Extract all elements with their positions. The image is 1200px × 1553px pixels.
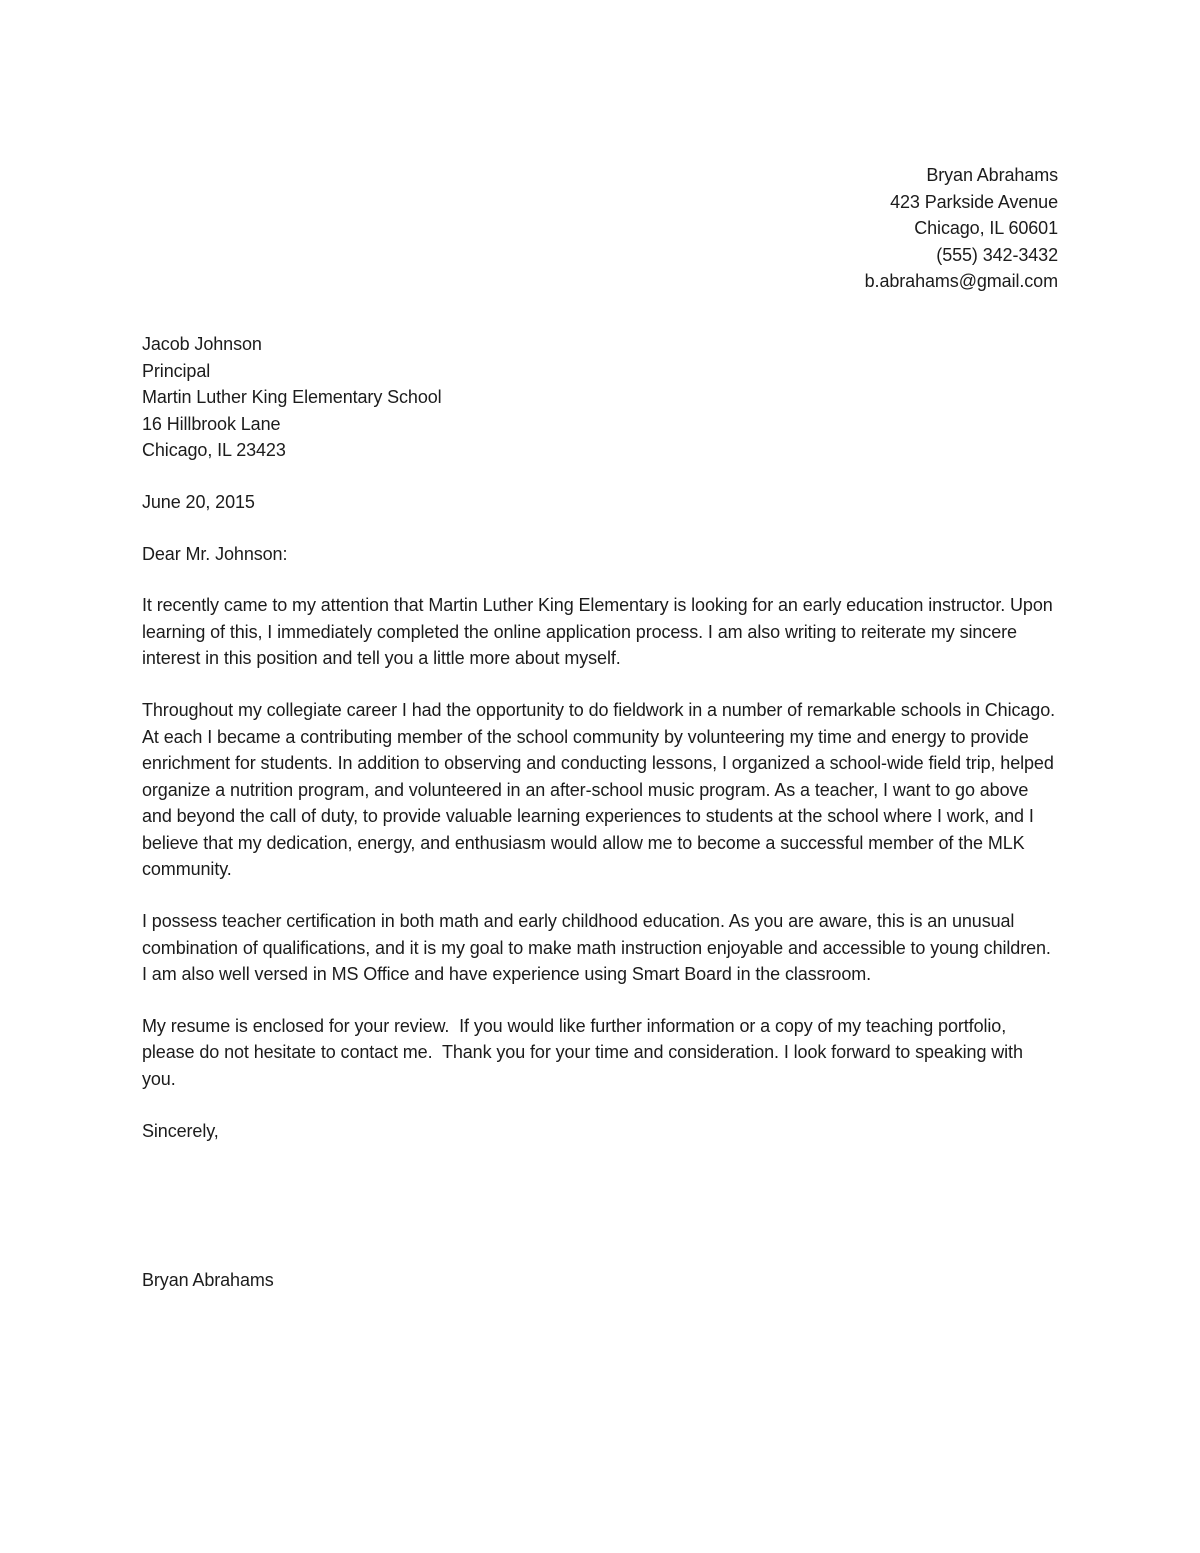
body-paragraph-3: I possess teacher certification in both math and early childhood education. As you are aware, this is an unusual combination of qualifications, and it is my goal to make math instruction enjoyable and accessible to young children. I am also well versed in MS Office and have experience using Smart Board in the classroom. — [142, 911, 1056, 985]
recipient-name: Jacob Johnson — [142, 333, 262, 354]
body-paragraph-4: My resume is enclosed for your review. If you would like further information or a copy of my teaching portfolio, please do not hesitate to contact me. Thank you for your time and consideration. I look forward to speaking with you. — [142, 1015, 1028, 1090]
sender-email: b.abrahams@gmail.com — [864, 271, 1058, 292]
sender-address-block — [142, 162, 1058, 295]
sender-name: Bryan Abrahams — [926, 165, 1058, 185]
closing: Sincerely, — [142, 1120, 219, 1141]
sender-street: 423 Parkside Avenue — [890, 191, 1058, 212]
recipient-title: Principal — [142, 360, 211, 381]
recipient-address-block — [142, 331, 1058, 464]
letter-date: June 20, 2015 — [142, 491, 255, 512]
recipient-organization: Martin Luther King Elementary School — [142, 387, 442, 408]
body-paragraph-2: Throughout my collegiate career I had the opportunity to do fieldwork in a number of remarkable schools in Chicago. At each I became a contributing member of the school community by volunteering my time and energy to provide enrichment for students. In addition to observing and conducting lessons, I organized a school-wide field trip, helped organize a nutrition program, and volunteered in an after-school music program. As a teacher, I want to go above and beyond the call of duty, to provide valuable learning experiences to students at the school where I work, and I believe that my dedication, energy, and enthusiasm would allow me to become a successful member of the MLK community. — [142, 699, 1059, 880]
signature-name: Bryan Abrahams — [142, 1270, 274, 1291]
recipient-city: Chicago, IL 23423 — [142, 440, 286, 461]
recipient-street: 16 Hillbrook Lane — [142, 413, 281, 434]
body-paragraph-1: It recently came to my attention that Martin Luther King Elementary is looking for an early education instructor. Upon learning of this, I immediately completed the online application process. I am also writing to reiterate my sincere interest in this position and tell you a little more about myself. — [142, 595, 1058, 669]
salutation: Dear Mr. Johnson: — [142, 543, 288, 564]
sender-city: Chicago, IL 60601 — [914, 218, 1058, 239]
sender-phone: (555) 342-3432 — [936, 244, 1058, 265]
